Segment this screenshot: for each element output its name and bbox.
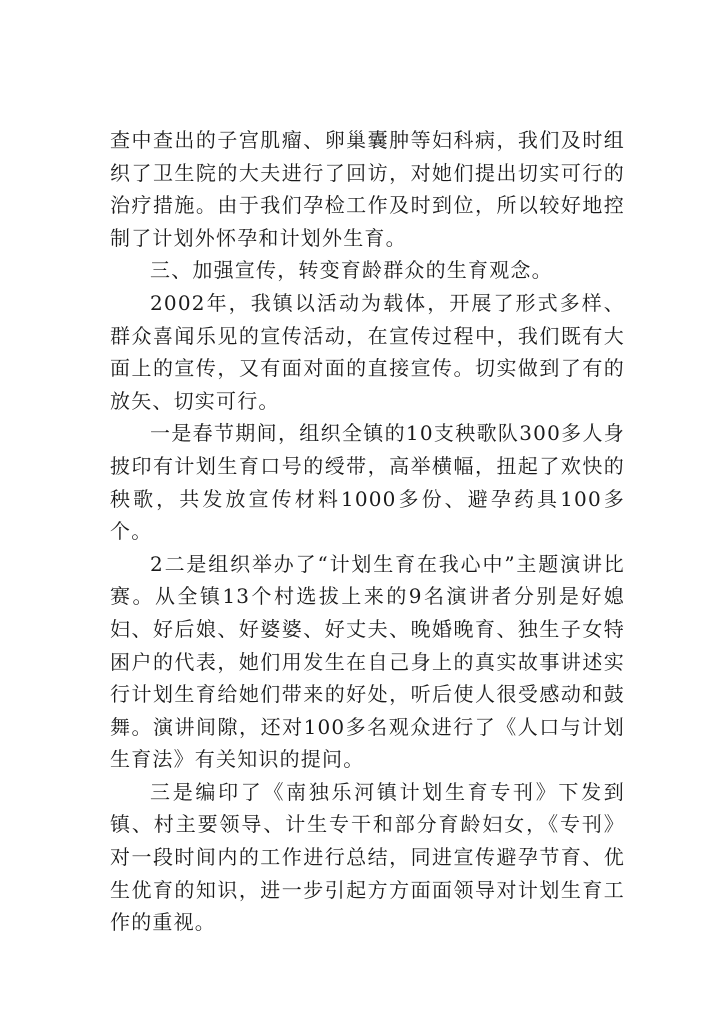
paragraph: 三是编印了《南独乐河镇计划生育专刊》下发到镇、村主要领导、计生专干和部分育龄妇女，《专刊》对一段时间内的工作进行总结，同进宣传避孕节育、优生优育的知识，进一步引起方方面面领导对计划生育工作的重视。 — [110, 779, 625, 935]
paragraph: 2二是组织举办了“计划生育在我心中”主题演讲比赛。从全镇13个村选拔上来的9名演讲者分别是好媳妇、好后娘、好婆婆、好丈夫、晚婚晚育、独生子女特困户的代表，她们用发生在自己身上的真实故事讲述实行计划生育给她们带来的好处，听后使人很受感动和鼓舞。演讲间隙，还对100多名观众进行了《人口与计划生育法》有关知识的提问。 — [110, 551, 625, 772]
paragraph: 2002年，我镇以活动为载体，开展了形式多样、群众喜闻乐见的宣传活动，在宣传过程中，我们既有大面上的宣传，又有面对面的直接宣传。切实做到了有的放矢、切实可行。 — [110, 290, 625, 413]
paragraph: 一是春节期间，组织全镇的10支秧歌队300多人身披印有计划生育口号的绶带，高举横幅，扭起了欢快的秧歌，共发放宣传材料1000多份、避孕药具100多个。 — [110, 421, 625, 544]
section-heading: 三、加强宣传，转变育龄群众的生育观念。 — [150, 258, 553, 283]
paragraph-continuation: 查中查出的子宫肌瘤、卵巢囊肿等妇科病，我们及时组织了卫生院的大夫进行了回访，对她们提出切实可行的治疗措施。由于我们孕检工作及时到位，所以较好地控制了计划外怀孕和计划外生育。 — [110, 128, 625, 250]
document-body — [110, 124, 625, 939]
